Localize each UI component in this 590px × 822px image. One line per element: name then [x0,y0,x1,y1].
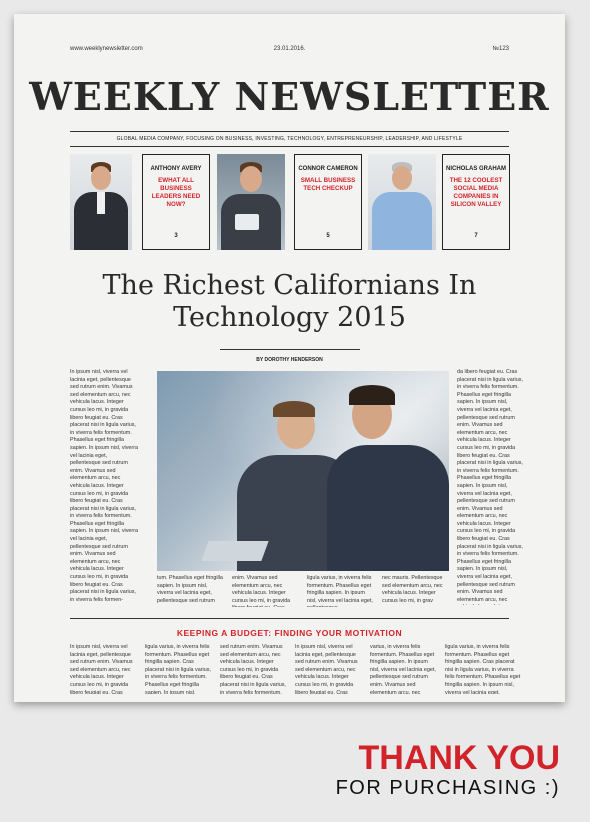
article-text-below-3: ligula varius, in viverra felis formentum. Phasellus eget fringilla sapien. In ipsum nisl, viverra vel lacinia eget, [307,575,373,604]
headline-line-2: Technology 2015 [173,302,406,333]
section-text-5: varius, in viverra felis formentum. Phasellus eget fringilla sapien. In ipsum nisl, viverra vel lacinia eget, pellentesque sed rutrum enim. Vivamus sed elementum arcu, nec [370,644,436,694]
thank-you-text: THANK YOU [358,739,560,777]
article-column-below-1 [157,575,223,607]
teaser-name: CONNOR CAMERON [298,166,358,172]
masthead-info-bar [70,46,509,60]
section-text-2: ligula varius, in viverra felis formentum. Phasellus eget fringilla sapien. Cras placerat nisi in ligula varius, in viverra felis formentum. Phasellus eget fringilla sapien. In ipsum nisl, [145,644,211,694]
article-column-below-2 [232,575,298,607]
article-text-below-2: enim. Vivamus sed elementum arcu, nec vehicula lacus. Integer cursus leo mi, in gravida [232,575,291,604]
section-column-5 [370,644,436,694]
title-rule-top [70,131,509,132]
section-column-3 [220,644,286,694]
thank-you-banner [336,740,560,800]
teaser-page-number: 5 [326,233,330,239]
section-rule [70,618,509,619]
section-text-6: ligula varius, in viverra felis formentum. Phasellus eget fringilla sapien. Cras placerat nisi in ligula varius, in viverra felis formentum. Phasellus eget fringilla sapien. In ipsum nisl, viverra vel lacinia eget, [445,644,521,694]
section-column-1 [70,644,136,694]
teaser-page-number: 7 [474,233,478,239]
teaser-headline: SMALL BUSINESS TECH CHECKUP [300,177,356,192]
article-column-left [70,369,138,605]
teaser-page-number: 3 [174,233,178,239]
newsletter-page [14,14,565,702]
section-heading: KEEPING A BUDGET: FINDING YOUR MOTIVATION [176,628,403,638]
tagline: GLOBAL MEDIA COMPANY, FOCUSING ON BUSINESS, INVESTING, TECHNOLOGY, ENTREPRENEURSHIP, LEADERSHIP, AND LIFESTYLE [116,136,463,142]
article-column-below-3 [307,575,373,607]
issue-number: №123 [492,46,509,52]
article-headline [14,270,565,334]
byline-rule [220,349,360,350]
teaser-box-1[interactable] [142,154,210,250]
teaser-box-2[interactable] [294,154,362,250]
article-text-below-4: nec mauris. Pellentesque sed elementum arcu, nec vehicula lacus. Integer cursus leo mi, in grav [382,575,443,604]
teaser-name: NICHOLAS GRAHAM [446,166,506,172]
article-text-below-1: tum. Phasellus eget fringilla sapien. In ipsum nisl, viverra vel lacinia eget, pellentesque sed rutrum [157,575,223,604]
article-text-left: In ipsum nisl, viverra vel lacinia eget, pellentesque sed rutrum enim. Vivamus sed elementum arcu, nec vehicula lacus. Integer cursus leo mi, in gravida libero feugiat eu. Cras placerat nisi in ligula varius, in viverra felis formentum. Phasellus eget fringilla sapien. In ipsum nisl, viverra vel lacinia eget, pellentesque sed rutrum enim. Vivamus sed elementum arcu, nec vehicula lacus. Integer cursus leo mi, in gravida libero feugiat eu. Cras placerat nisi in ligula varius, in viverra felis formentum. Phasellus eget fringilla sapien. In ipsum nisl, viverra vel lacinia eget, pellentesque sed rutrum enim. Vivamus sed elementum arcu, nec vehicula lacus. Integer cursus leo mi, in gravida libero feugiat eu. Cras placerat nisi in ligula varius, in viverra felis formen- [70,369,138,603]
section-column-2 [145,644,211,694]
article-text-right: da libero feugiat eu. Cras placerat nisi in ligula varius, in viverra felis formentum. Phasellus eget fringilla sapien. In ipsum nisl, viverra vel lacinia eget, pellentesque sed rutrum enim. Vivamus sed elementum arcu, nec vehicula lacus. Integer cursus leo mi, in gravida libero feugiat eu. Cras placerat nisi in ligula varius, in viverra felis formentum. Phasellus eget fringilla sapien. In ipsum nisl, viverra vel lacinia eget, pellentesque sed rutrum enim. Vivamus sed elementum arcu, nec vehicula lacus. Integer cursus leo mi, in gravida libero feugiat eu. Cras placerat nisi in ligula varius, in viverra felis formentum. Phasellus eget fringilla sapien. In ipsum nisl, viverra vel lacinia eget, pellentesque sed rutrum enim. Vivamus sed elementum arcu, nec [457,369,523,603]
title-rule-bottom [70,146,509,147]
photo-person-left-hair [273,401,315,417]
website-url: www.weeklynewsletter.com [70,46,143,52]
headline-line-1: The Richest Californians In [102,270,477,301]
photo-tablet [201,541,268,561]
teaser-headline: THE 12 COOLEST SOCIAL MEDIA COMPANIES IN SILICON VALLEY [449,177,503,208]
issue-date: 23.01.2016. [273,46,306,52]
photo-person-right-suit [327,445,449,571]
portrait-photo-2 [217,154,285,250]
photo-person-right-hair [349,385,395,405]
section-text-4: In ipsum nisl, viverra vel lacinia eget, pellentesque sed rutrum enim. Vivamus sed elementum arcu, nec vehicula lacus. Integer cursus leo mi, in gravida libero feugiat eu. Cras [295,644,358,694]
article-column-below-4 [382,575,448,607]
portrait-photo-1 [70,154,132,250]
article-column-right [457,369,523,605]
newsletter-title: WEEKLY NEWSLETTER [29,74,550,119]
hero-photo [157,371,449,571]
teaser-box-3[interactable] [442,154,510,250]
for-purchasing-text: FOR PURCHASING :) [335,777,560,799]
section-column-6 [445,644,523,694]
teaser-headline: EWHAT ALL BUSINESS LEADERS NEED NOW? [151,177,201,208]
section-text-1: In ipsum nisl, viverra vel lacinia eget, pellentesque sed rutrum enim. Vivamus sed elementum arcu, nec vehicula lacus. Integer cursus leo mi, in gravida libero feugiat eu. Cras [70,644,133,694]
section-column-4 [295,644,361,694]
teaser-name: ANTHONY AVERY [150,166,202,172]
section-text-3: sed rutrum enim. Vivamus sed elementum arcu, nec vehicula lacus. Integer cursus leo mi, in gravida libero feugiat eu. Cras placerat nisi in ligula varius, in viverra felis formentum. [220,644,286,694]
portrait-photo-3 [368,154,436,250]
byline: BY DOROTHY HENDERSON [256,357,323,363]
